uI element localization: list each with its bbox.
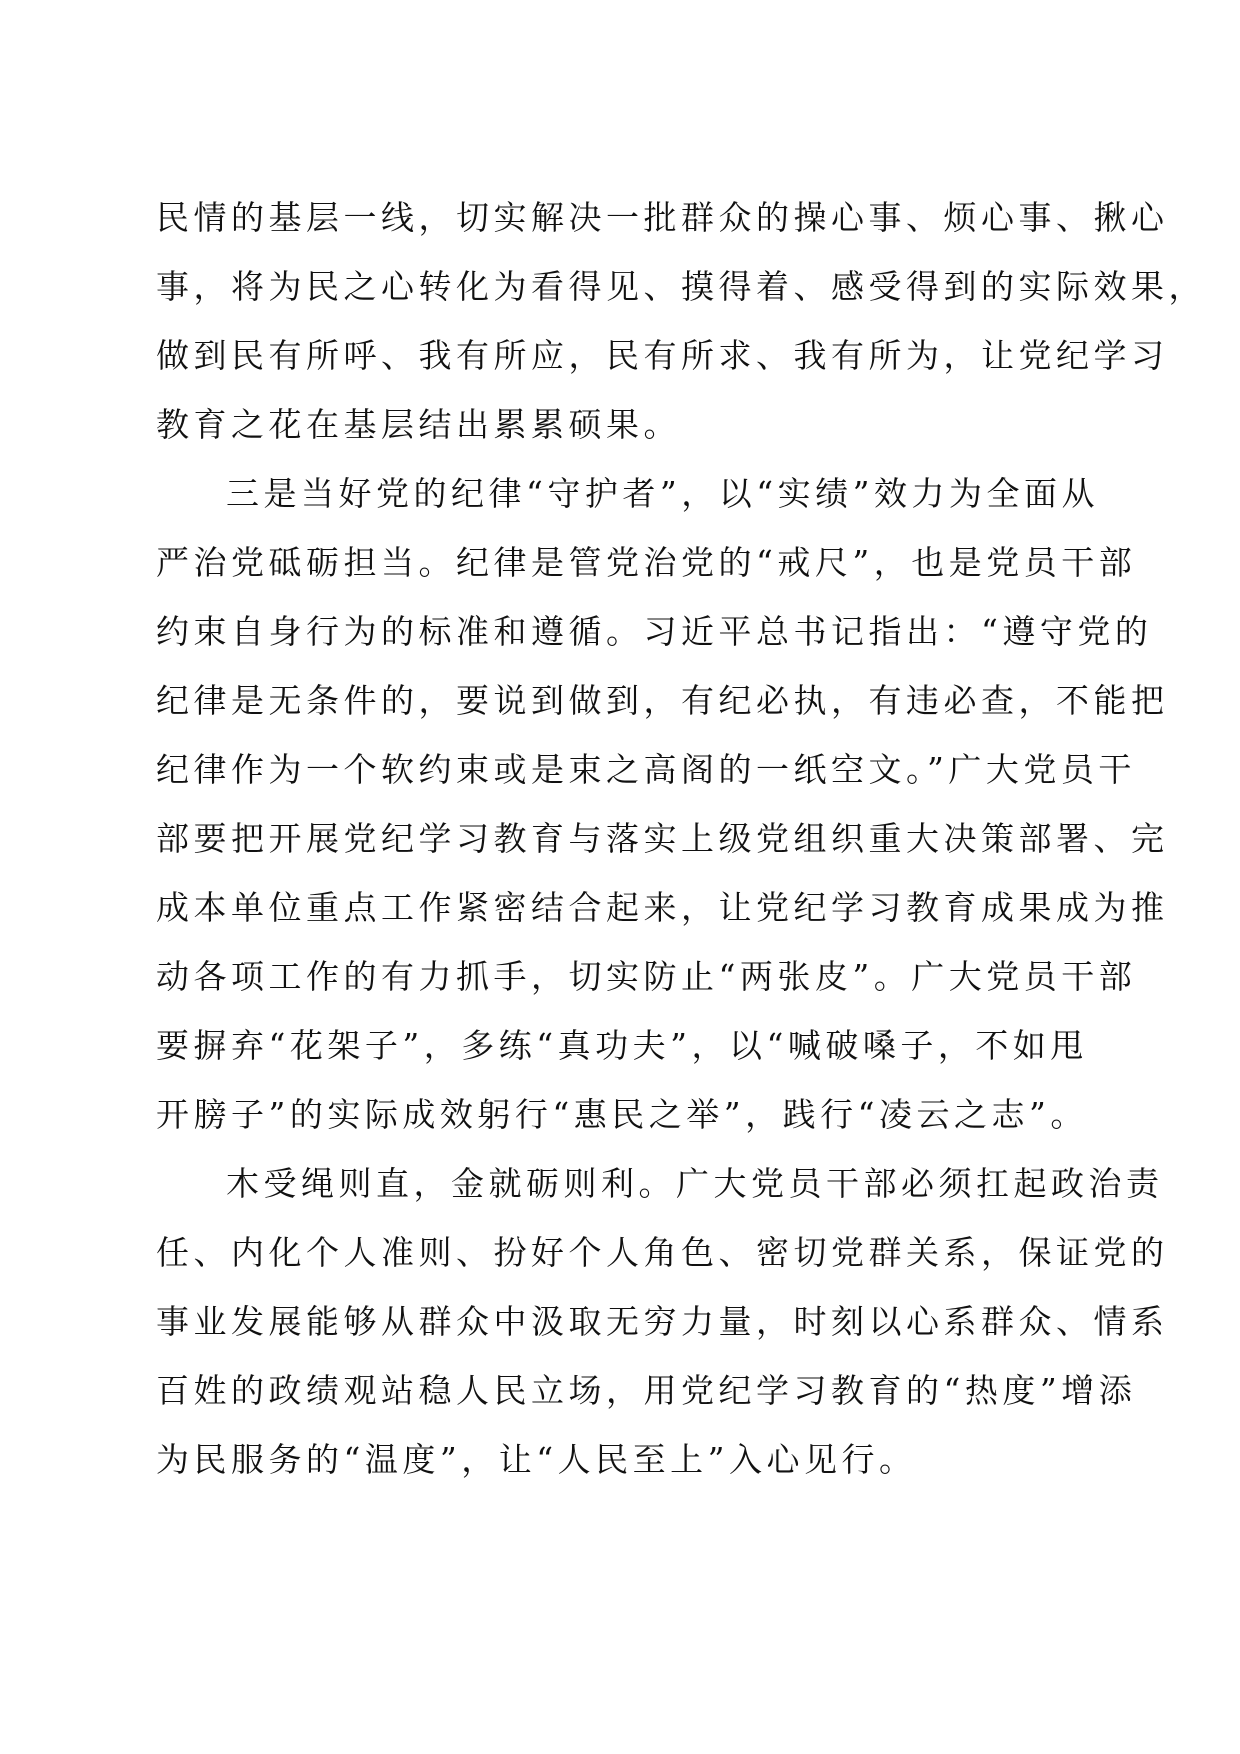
text-line: 民情的基层一线，切实解决一批群众的操心事、烦心事、揪心 [156, 198, 1169, 237]
text-line: 要摒弃“花架子”，多练“真功夫”，以“喊破嗓子，不如甩 [156, 1026, 1088, 1065]
text-line: 教育之花在基层结出累累硕果。 [156, 405, 681, 444]
paragraph-first-line: 三是当好党的纪律“守护者”，以“实绩”效力为全面从 [226, 474, 1099, 513]
text-line: 部要把开展党纪学习教育与落实上级党组织重大决策部署、完 [156, 819, 1169, 858]
text-line: 为民服务的“温度”，让“人民至上”入心见行。 [156, 1440, 917, 1479]
text-line: 成本单位重点工作紧密结合起来，让党纪学习教育成果成为推 [156, 888, 1169, 927]
text-line: 任、内化个人准则、扮好个人角色、密切党群关系，保证党的 [156, 1233, 1169, 1272]
text-line: 做到民有所呼、我有所应，民有所求、我有所为，让党纪学习 [156, 336, 1169, 375]
text-line: 约束自身行为的标准和遵循。习近平总书记指出：“遵守党的 [156, 612, 1153, 651]
paragraph-first-line: 木受绳则直，金就砺则利。广大党员干部必须扛起政治责 [226, 1164, 1164, 1203]
document-body [156, 183, 1206, 1494]
text-line: 动各项工作的有力抓手，切实防止“两张皮”。广大党员干部 [156, 957, 1137, 996]
text-line: 开膀子”的实际成效躬行“惠民之举”，践行“凌云之志”。 [156, 1095, 1088, 1134]
text-line: 百姓的政绩观站稳人民立场，用党纪学习教育的“热度”增添 [156, 1371, 1137, 1410]
text-line: 严治党砥砺担当。纪律是管党治党的“戒尺”，也是党员干部 [156, 543, 1137, 582]
text-line: 事业发展能够从群众中汲取无穷力量，时刻以心系群众、情系 [156, 1302, 1169, 1341]
text-line: 纪律作为一个软约束或是束之高阁的一纸空文。”广大党员干 [156, 750, 1136, 789]
text-line: 纪律是无条件的，要说到做到，有纪必执，有违必查，不能把 [156, 681, 1169, 720]
text-line: 事，将为民之心转化为看得见、摸得着、感受得到的实际效果， [156, 267, 1206, 306]
